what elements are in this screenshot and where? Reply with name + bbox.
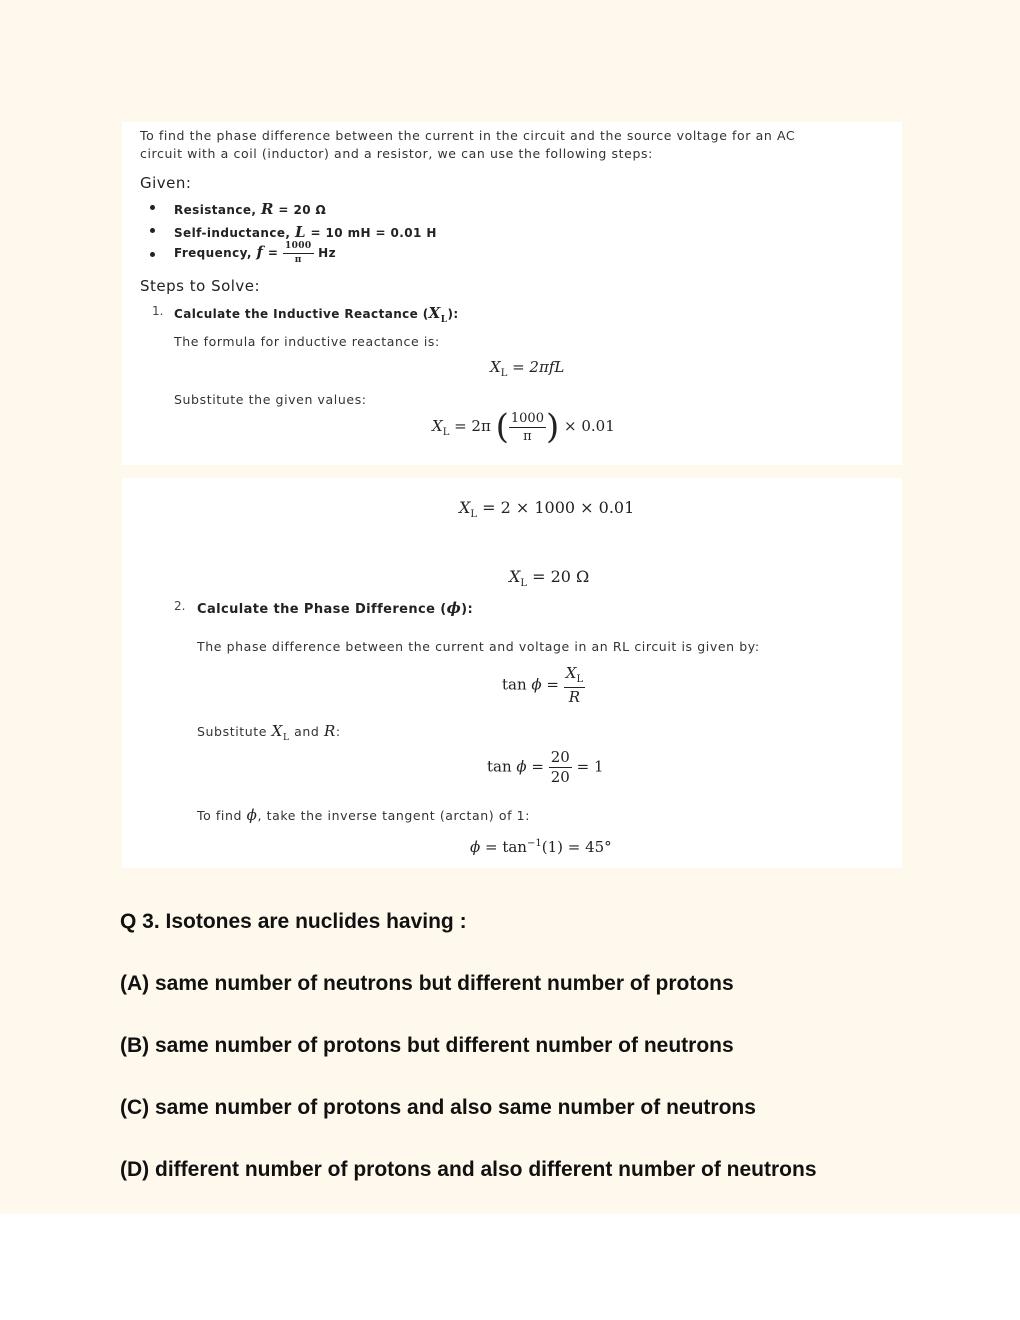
formula-substituted: $X_L = 2\pi$ ( $\frac{1000}{\pi}$ ) × 0.01 xyxy=(432,407,615,447)
solution-screenshot-part-1 xyxy=(122,122,902,465)
step-1-number: 1. xyxy=(152,304,164,318)
bullet-icon xyxy=(150,252,155,257)
option-c: (C) same number of protons and also same number of neutrons xyxy=(120,1096,756,1119)
intro-line-1: To find the phase difference between the current in the circuit and the source voltage for an AC xyxy=(140,128,796,143)
given-inductance: Self-inductance, L = 10 mH = 0.01 H xyxy=(174,223,437,241)
question-title: Q 3. Isotones are nuclides having : xyxy=(120,910,467,933)
find-phi-text: To find ϕ, take the inverse tangent (arctan) of 1: xyxy=(197,806,531,824)
formula-tan-phi: tan ϕ = $\frac{X_L}{R}$ xyxy=(502,664,584,706)
solution-screenshot-part-2 xyxy=(122,478,902,868)
given-frequency: Frequency, f = $\frac{1000}{\pi}$ Hz xyxy=(174,241,336,265)
bullet-icon xyxy=(150,228,155,233)
substitute-text: Substitute the given values: xyxy=(174,392,367,407)
step-1-title: Calculate the Inductive Reactance $(X_L)$: xyxy=(174,304,459,325)
formula-inductive-reactance: $X_L = 2\pi fL$ xyxy=(490,358,565,379)
formula-phi-result: $\phi = \tan^{-1}(1) = 45^\circ$ xyxy=(470,838,612,856)
intro-line-2: circuit with a coil (inductor) and a resistor, we can use the following steps: xyxy=(140,146,653,161)
formula-intro: The formula for inductive reactance is: xyxy=(174,334,440,349)
phase-intro: The phase difference between the current and voltage in an RL circuit is given by: xyxy=(197,639,760,654)
bullet-icon xyxy=(150,205,155,210)
option-d: (D) different number of protons and also different number of neutrons xyxy=(120,1158,817,1181)
given-heading: Given: xyxy=(140,174,192,192)
given-resistance: Resistance, R = 20 Ω xyxy=(174,200,327,218)
step-2-title: Calculate the Phase Difference (ϕ): xyxy=(197,599,474,617)
calc-reactance-1: $X_L = 2 \times 1000 \times 0.01$ xyxy=(459,498,635,521)
option-b: (B) same number of protons but different number of neutrons xyxy=(120,1034,734,1057)
option-a: (A) same number of neutrons but different number of protons xyxy=(120,972,734,995)
substitute-text-2: Substitute $X_L$ and R: xyxy=(197,722,341,743)
calc-reactance-2: $X_L = 20$ Ω xyxy=(509,567,590,590)
steps-heading: Steps to Solve: xyxy=(140,277,261,295)
formula-tan-phi-substituted: tan ϕ = $\frac{20}{20}$ = 1 xyxy=(487,748,604,786)
step-2-number: 2. xyxy=(174,599,186,613)
